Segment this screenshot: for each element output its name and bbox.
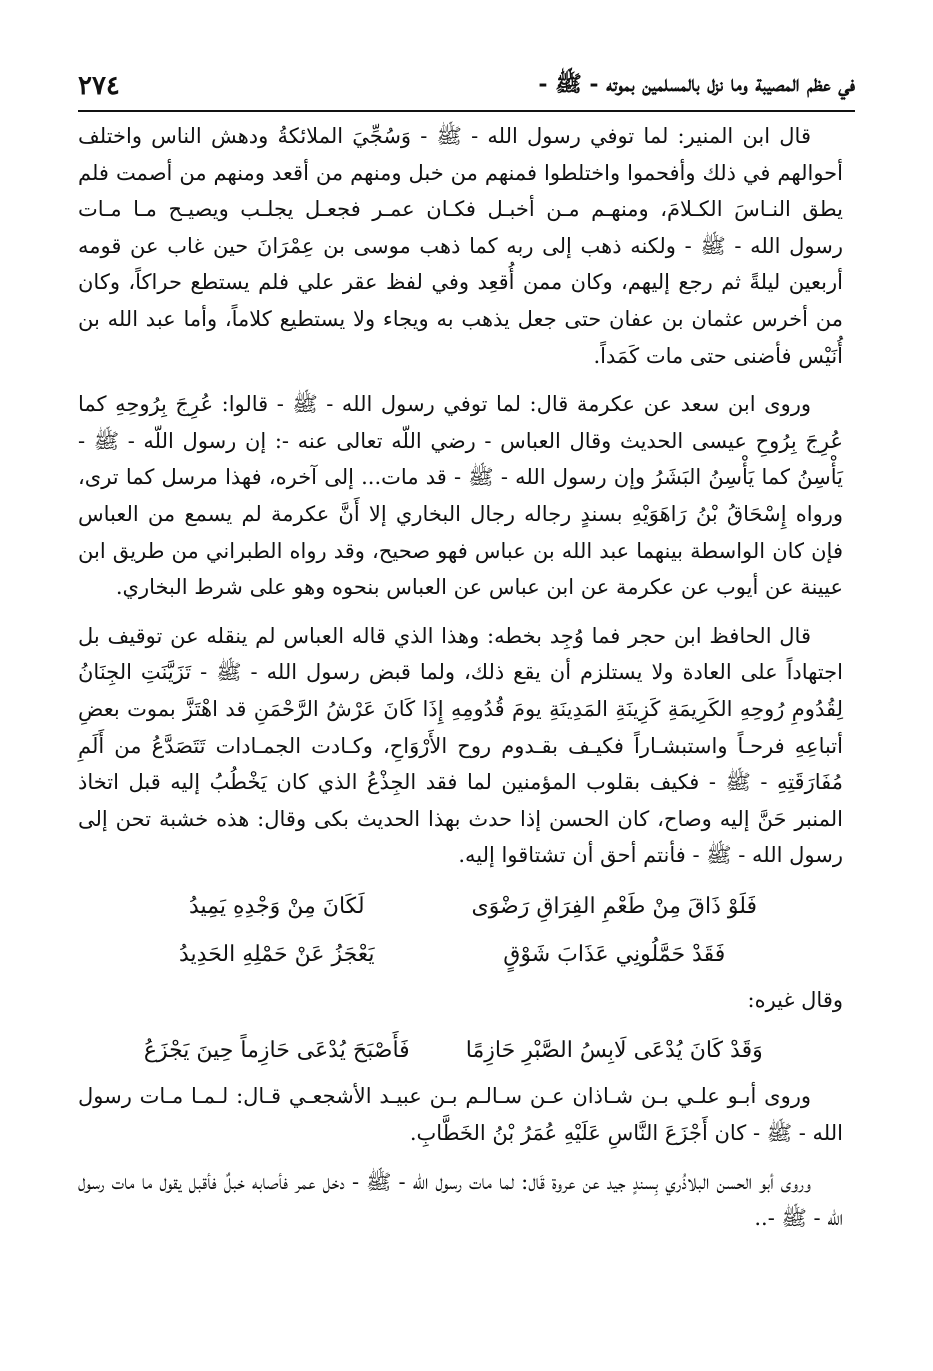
running-title: في عظم المصيبة وما نزل بالمسلمين بموته - ﷺ - xyxy=(538,71,855,97)
poem-verse xyxy=(108,886,783,928)
verse-second-hemistich: يَعْجَزُ عَنْ حَمْلِهِ الحَدِيدُ xyxy=(178,941,375,967)
paragraph-ibn-hajar: قال الحافظ ابن حجر فما وُجِد بخطه: وهذا الذي قاله العباس لم ينقله عن توقيف بل اجتهاداً على العادة ولا يستلزم أن يقع ذلك، ولما قبض رسول الله - ﷺ - تَزَيَّنَتِ الجِنَانُ لِقُدُومِ رُوحِهِ الكَرِيمَةِ كَزِينَةِ المَدِينَةِ يومَ قُدُومِهِ إِذَا كَانَ عَرْشُ الرَّحْمَنِ قد اهْتَزَّ بموت بعضِ أتباعِهِ فرحـاً واستبشـاراً فكيـف بقـدوم روح الأَرْوَاحِ، وكـادت الجمـادات تَتَصَدَّعُ من أَلَمِ مُفَارَقَتِهِ - ﷺ - فكيف بقلوب المؤمنين لما فقد الجِذْعُ الذي كان يَخْطُبُ إليه قبل اتخاذ المنبر حَنَّ إليه وصاح، كان الحسن إذا حدث بهذا الحديث بكى وقال: هذه خشبة تحن إلى رسول الله - ﷺ - فأنتم أحق أن تشتاقوا إليه. xyxy=(78,623,843,868)
poem-verse xyxy=(108,1030,783,1072)
verse-first-hemistich: وَقَدْ كَانَ يُدْعَى لَابِسُ الصَّبْرِ حَازِمًا xyxy=(465,1038,763,1064)
verse-second-hemistich: فَأَصْبَحَ يُدْعَى حَازِماً حِينَ يَجْزَعُ xyxy=(143,1038,410,1064)
page-number: ٢٧٤ xyxy=(78,71,120,101)
paragraph-ibn-almunir: قال ابن المنير: لما توفي رسول الله - ﷺ - وَسُجِّيَ الملائكةُ ودهش الناس واختلف أحوالهم في ذلك وأفحموا واختلطوا فمنهم من خبل ومنهم من أقعد ومنهم من أصمت فلم يطق النـاسَ الكـلامَ، ومنهـم مـن أخبـل فكـان عمـر فجعـل يجلـب ويصيـح مـا مـات رسول الله - ﷺ - ولكنه ذهب إلى ربه كما ذهب موسى بن عِمْرَانَ حين غاب عن قومه أربعين ليلةً ثم رجع إليهم، وكان ممن أُقعِد وفي لفظ عقر علي فلم يستطع حراكاً، وكان من أخرس عثمان بن عفان حتى جعل يذهب به ويجاء ولا يستطيع كلاماً، وأما عبد الله بن أُنَيْس فأضنى حتى مات كَمَداً. xyxy=(78,124,843,368)
paragraph-ibn-shadhan: وروى أبـو علـي بـن شـاذان عـن سـالـم بـن عبيـد الأشجعـي قـال: لـمـا مـات رسول الله - ﷺ - كان أَجْزَعَ النَّاسِ عَلَيْهِ عُمَرُ بْنُ الخَطَّابِ. xyxy=(78,1084,843,1146)
verse-first-hemistich: فَقَدْ حَمَّلُونِي عَذَابَ شَوْقٍ xyxy=(503,941,726,967)
verse-second-hemistich: لَكَانَ مِنْ وَجْدِهِ يَمِيدُ xyxy=(188,893,365,919)
page-header xyxy=(78,62,855,112)
poem-verse xyxy=(108,934,783,976)
said-other-label: وقال غيره: xyxy=(747,987,843,1012)
verse-first-hemistich: فَلَوْ ذَاقَ مِنْ طَعْمِ الفِرَاقِ رَضْوَى xyxy=(471,893,758,919)
paragraph-baladhuri: وروى أبو الحسن البلاذُري بِسندٍ جيد عن عروة قَال: لما مات رسول الله - ﷺ - دخل عمر فأصابه خبلٌ فأقبل يقول ما مات رسول الله - ﷺ -.. xyxy=(78,1169,843,1231)
page-body xyxy=(78,118,843,1249)
paragraph-ibn-saad: وروى ابن سعد عن عكرمة قال: لما توفي رسول الله - ﷺ - قالوا: عُرِجَ بِرُوحِهِ كما عُرِجَ بِرُوحِ عيسى الحديث وقال العباس - رضي اللّه تعالى عنه -: إن رسول اللّه - ﷺ - يَأْسِنُ كما يَأْسِنُ البَشَرُ وإن رسول الله - ﷺ - قد مات... إلى آخره، فهذا مرسل كما ترى، ورواه إِسْحَاقُ بْنُ رَاهَوَيْهِ بسندٍ رجاله رجال البخاري إلا أَنَّ عكرمة لم يسمع من العباس فإن كان الواسطة بينهما عبد الله بن عباس فهو صحيح، وقد رواه الطبراني من طريق ابن عيينة عن أيوب عن عكرمة عن ابن عباس عن العباس بنحوه وهو على شرط البخاري. xyxy=(78,392,843,600)
